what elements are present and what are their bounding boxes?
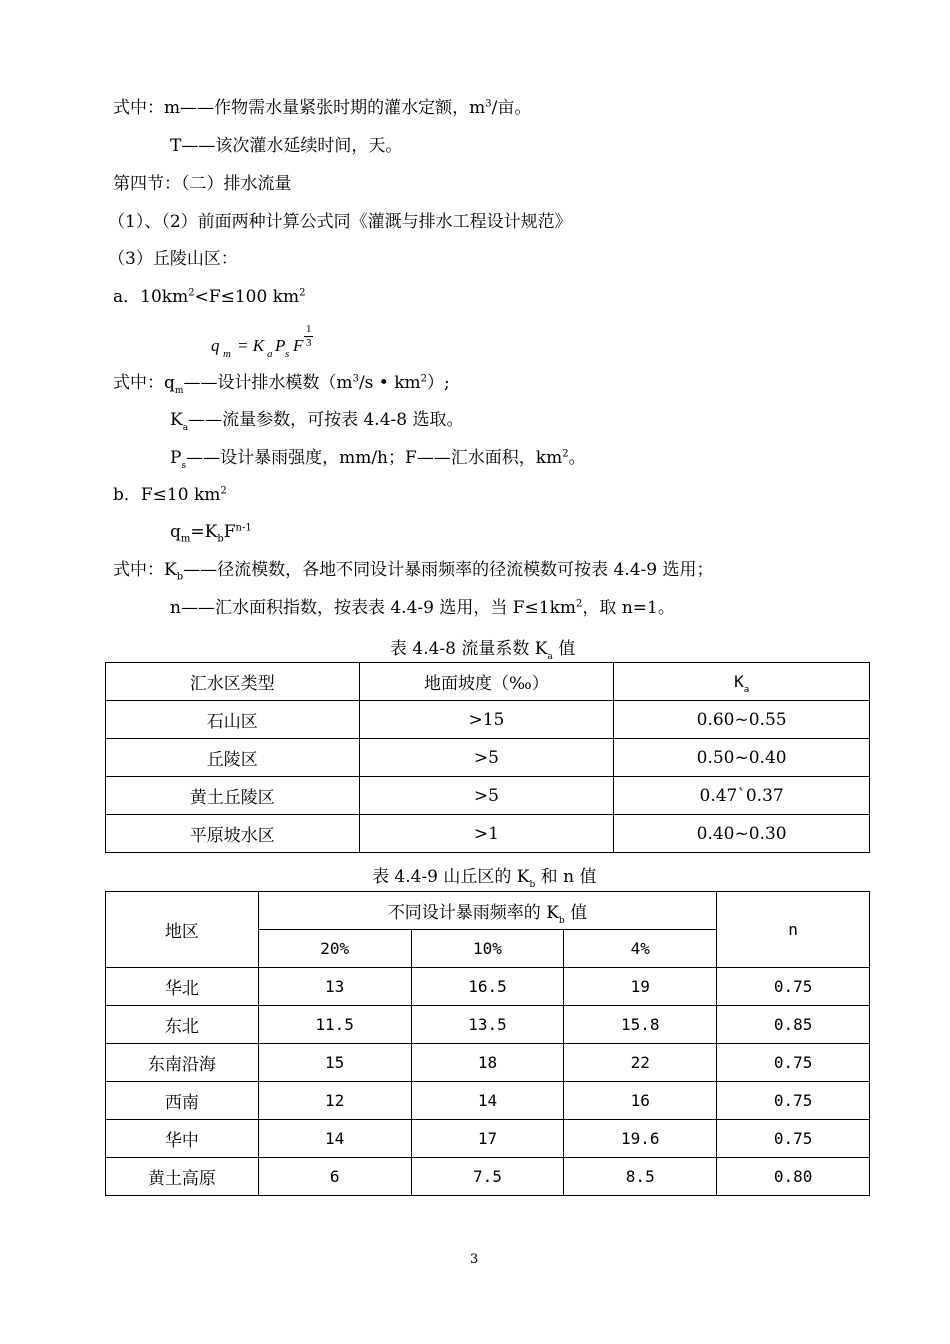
formula-qm: q m = K a P s F 1 3 (211, 323, 312, 360)
table-row (106, 1044, 870, 1082)
table-cell: 0.60~0.55 (614, 701, 870, 739)
table-row (106, 815, 870, 853)
table-cell: 17 (411, 1120, 564, 1158)
line-n-definition: n——汇水面积指数，按表表 4.4-9 选用，当 $F\le 1km^2$，取 n=1。 (170, 598, 675, 618)
table-cell: 14 (411, 1082, 564, 1120)
table-cell: 0.85 (717, 1006, 870, 1044)
table-cell: 16.5 (411, 968, 564, 1006)
table-cell: 13.5 (411, 1006, 564, 1044)
table-cell: 0.80 (717, 1158, 870, 1196)
table-cell: 14 (258, 1120, 411, 1158)
table-runoff-modulus (105, 891, 870, 1196)
table-cell: 0.75 (717, 1120, 870, 1158)
table-cell: 黄土丘陵区 (106, 777, 360, 815)
header-cell: 地面坡度（‰） (359, 663, 614, 701)
table-cell: 6 (258, 1158, 411, 1196)
table-cell: 12 (258, 1082, 411, 1120)
table-cell: 18 (411, 1044, 564, 1082)
table1-caption: 表 4.4-8 流量系数 $K_a$ 值 (390, 639, 576, 662)
table-cell: 0.75 (717, 968, 870, 1006)
table-cell: 7.5 (411, 1158, 564, 1196)
table-cell: 平原坡水区 (106, 815, 360, 853)
table-cell: 15 (258, 1044, 411, 1082)
table-cell: 13 (258, 968, 411, 1006)
table-row (106, 1158, 870, 1196)
section-heading: 第四节：（二）排水流量 (113, 174, 292, 194)
table-cell: 0.75 (717, 1044, 870, 1082)
page-number: 3 (470, 1252, 479, 1267)
table-cell: 东北 (106, 1006, 259, 1044)
line-m-definition: 式中：m——作物需水量紧张时期的灌水定额，$m^3/$亩。 (113, 98, 532, 118)
table-cell: 22 (564, 1044, 717, 1082)
table-cell: >5 (359, 739, 614, 777)
table2-caption: 表 4.4-9 山丘区的 $K_b$ 和 n 值 (372, 867, 597, 890)
line-Ps-definition: $P_s——$设计暴雨强度，mm/h；F——汇水面积，$km^2$。 (170, 448, 586, 471)
header-cell: 地区 (106, 892, 259, 968)
line-qm-definition: 式中：$q_m——$设计排水模数（$m^3/s$ • $km^2$）; (113, 373, 450, 396)
table-row (106, 739, 870, 777)
table-row (106, 777, 870, 815)
table-cell: 15.8 (564, 1006, 717, 1044)
table-cell: 19 (564, 968, 717, 1006)
table-row (106, 701, 870, 739)
formula-qm-b: $q_m=K_bF^{n-1}$ (170, 522, 252, 545)
table-header-row (106, 663, 870, 701)
header-cell: 4% (564, 930, 717, 968)
table-cell: >5 (359, 777, 614, 815)
table-header-row (106, 892, 870, 930)
table-cell: 0.47`0.37 (614, 777, 870, 815)
table-row (106, 1120, 870, 1158)
header-cell: $K_a$ (614, 663, 870, 701)
table-cell: >15 (359, 701, 614, 739)
table-cell: 华北 (106, 968, 259, 1006)
table-cell: 11.5 (258, 1006, 411, 1044)
header-cell: n (717, 892, 870, 968)
table-cell: 东南沿海 (106, 1044, 259, 1082)
line-hilly-area: （3）丘陵山区： (108, 249, 238, 269)
header-cell: 10% (411, 930, 564, 968)
table-row (106, 968, 870, 1006)
line-Ka-definition: $K_a——$流量参数，可按表 4.4-8 选取。 (170, 410, 464, 433)
table-cell: 丘陵区 (106, 739, 360, 777)
table-row (106, 1082, 870, 1120)
line-case-a: a．$10km^2<F\le 100$ $km^2$ (113, 287, 306, 307)
table-cell: 0.50~0.40 (614, 739, 870, 777)
line-case-b: b．F≤10 $km^2$ (113, 485, 227, 505)
table-cell: 西南 (106, 1082, 259, 1120)
table-row (106, 1006, 870, 1044)
table-cell: 0.40~0.30 (614, 815, 870, 853)
line-T-definition: T——该次灌水延续时间，天。 (170, 136, 403, 156)
table-cell: 华中 (106, 1120, 259, 1158)
table-cell: 8.5 (564, 1158, 717, 1196)
table-flow-coefficient (105, 662, 870, 853)
table-cell: >1 (359, 815, 614, 853)
line-Kb-definition: 式中：$K_b——$径流模数，各地不同设计暴雨频率的径流模数可按表 4.4-9 选用； (113, 560, 714, 583)
table-cell: 16 (564, 1082, 717, 1120)
header-cell: 汇水区类型 (106, 663, 360, 701)
line-formula-reference: （1）、（2）前面两种计算公式同《灌溉与排水工程设计规范》 (108, 212, 572, 232)
header-cell: 20% (258, 930, 411, 968)
table-cell: 0.75 (717, 1082, 870, 1120)
header-cell: 不同设计暴雨频率的 $K_b$ 值 (258, 892, 716, 930)
table-cell: 黄土高原 (106, 1158, 259, 1196)
table-cell: 石山区 (106, 701, 360, 739)
table-cell: 19.6 (564, 1120, 717, 1158)
